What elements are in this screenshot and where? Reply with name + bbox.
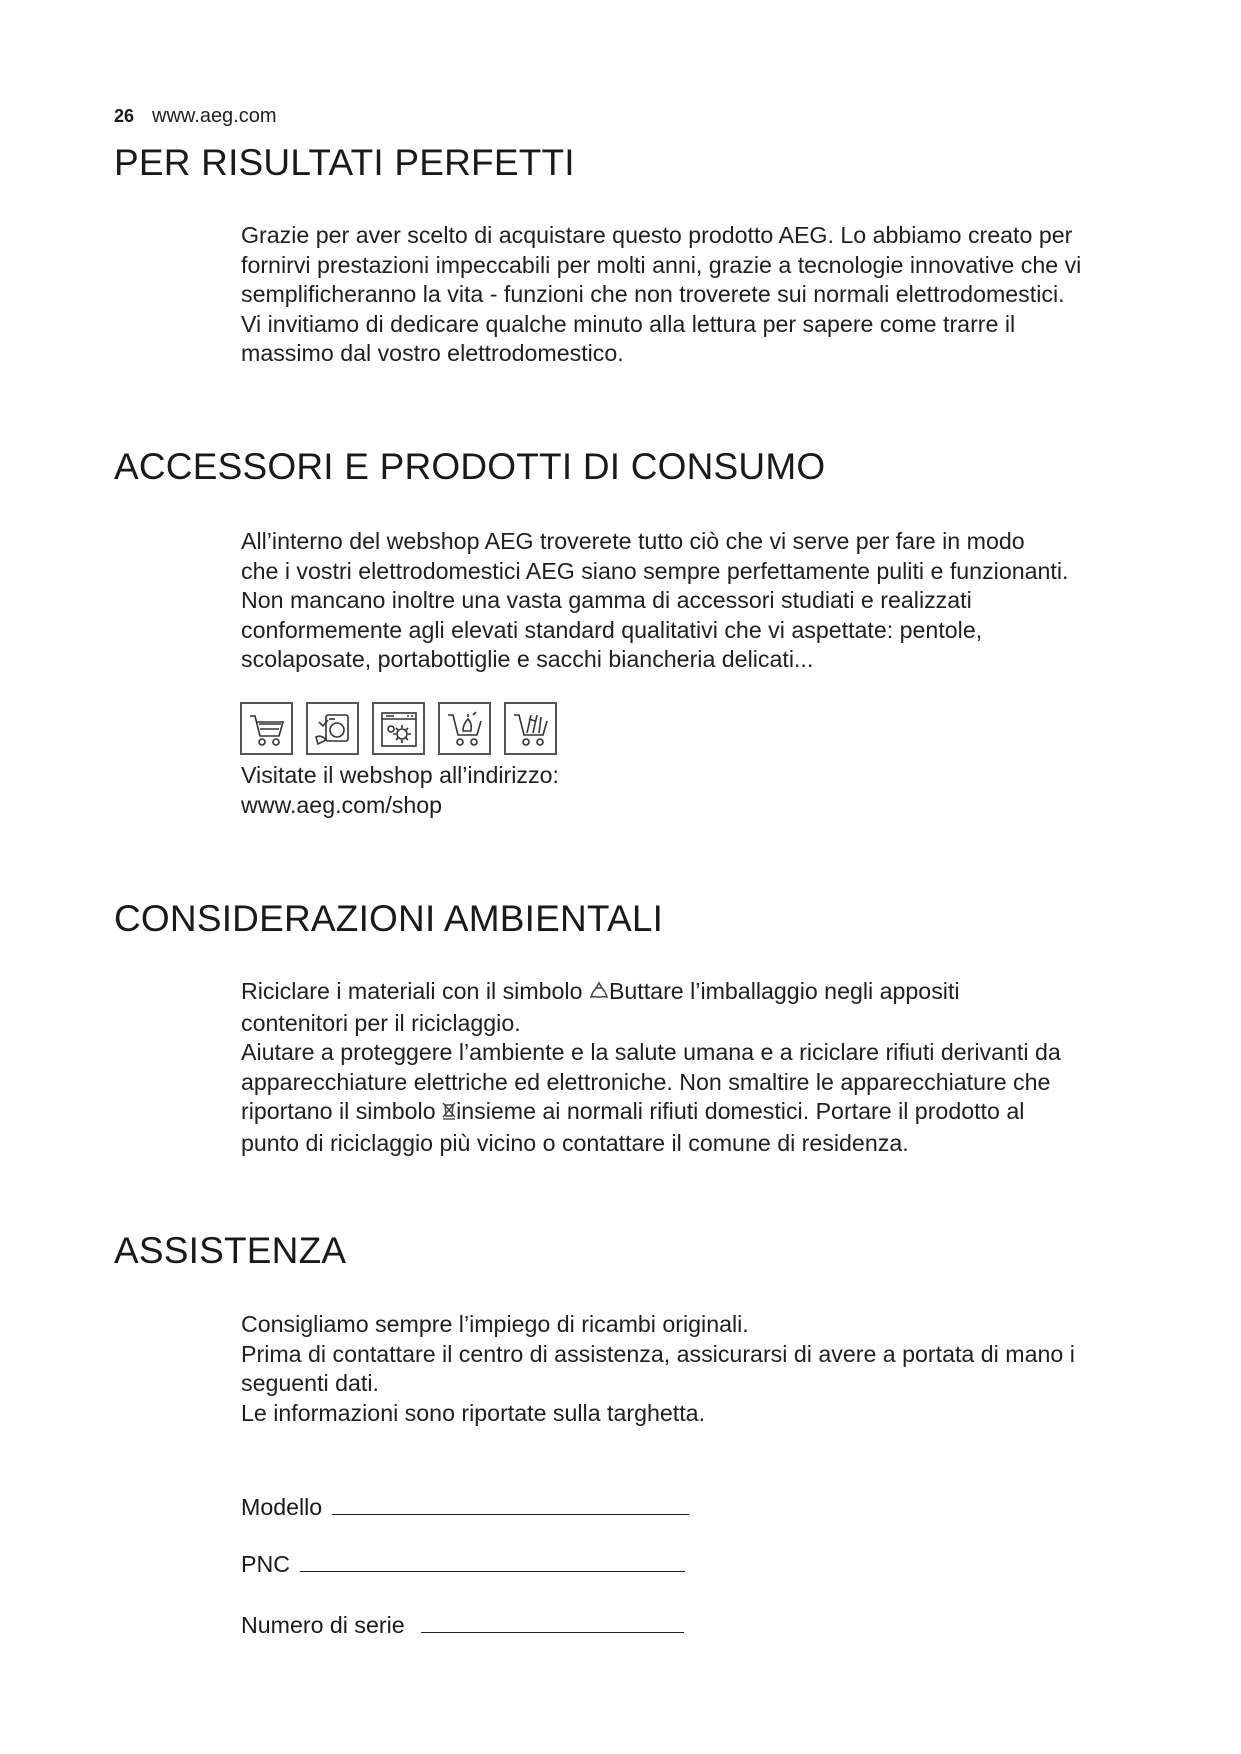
cart-with-tools-icon bbox=[504, 702, 557, 755]
page-header bbox=[114, 105, 277, 128]
visit-label: Visitate il webshop all’indirizzo: bbox=[241, 762, 559, 788]
environment-line bbox=[241, 977, 1166, 1009]
model-field bbox=[241, 1490, 689, 1521]
results-line: Grazie per aver scelto di acquistare questo prodotto AEG. Lo abbiamo creato per bbox=[241, 222, 1073, 248]
environment-line bbox=[241, 1097, 1166, 1129]
environment-line1-text-after: Buttare l’imballaggio negli appositi bbox=[608, 978, 960, 1004]
shopping-cart-icon bbox=[240, 702, 293, 755]
pnc-label: PNC bbox=[241, 1551, 290, 1577]
results-paragraph bbox=[241, 221, 1166, 369]
model-blank-line[interactable] bbox=[332, 1490, 689, 1515]
pnc-field bbox=[241, 1547, 685, 1578]
accessories-line: scolaposate, portabottiglie e sacchi biancheria delicati... bbox=[241, 646, 814, 672]
serial-blank-line[interactable] bbox=[421, 1608, 684, 1633]
serial-field bbox=[241, 1608, 684, 1639]
serial-label: Numero di serie bbox=[241, 1612, 405, 1638]
environment-line5-text: riportano il simbolo bbox=[241, 1098, 436, 1124]
page-number: 26 bbox=[114, 106, 135, 126]
recycle-icon bbox=[589, 979, 609, 1009]
results-line: fornirvi prestazioni impeccabili per molti anni, grazie a tecnologie innovative che vi bbox=[241, 251, 1082, 278]
accessories-paragraph bbox=[241, 527, 1166, 675]
results-line: massimo dal vostro elettrodomestico. bbox=[241, 340, 624, 366]
section-title-accessories: ACCESSORI E PRODOTTI DI CONSUMO bbox=[114, 446, 826, 487]
environment-line: contenitori per il riciclaggio. bbox=[241, 1009, 521, 1036]
cart-with-bottles-icon bbox=[438, 702, 491, 755]
section-title-assistance: ASSISTENZA bbox=[114, 1230, 347, 1271]
accessories-line: conformemente agli elevati standard qualitativi che vi aspettate: pentole, bbox=[241, 616, 983, 643]
gear-appliance-icon bbox=[372, 702, 425, 755]
section-title-environment: CONSIDERAZIONI AMBIENTALI bbox=[114, 898, 664, 939]
results-line: semplificheranno la vita - funzioni che non troverete sui normali elettrodomestici. bbox=[241, 281, 1065, 307]
environment-line5-text-after: insieme ai normali rifiuti domestici. Portare il prodotto al bbox=[456, 1098, 1025, 1124]
accessories-line: All’interno del webshop AEG troverete tutto ciò che vi serve per fare in modo bbox=[241, 528, 1025, 554]
environment-line: Aiutare a proteggere l’ambiente e la salute umana e a riciclare rifiuti derivanti da bbox=[241, 1039, 1061, 1065]
accessories-line: Non mancano inoltre una vasta gamma di accessori studiati e realizzati bbox=[241, 587, 972, 613]
assistance-line: Consigliamo sempre l’impiego di ricambi originali. bbox=[241, 1311, 749, 1337]
accessories-line: che i vostri elettrodomestici AEG siano sempre perfettamente puliti e funzionanti. bbox=[241, 557, 1069, 584]
model-label: Modello bbox=[241, 1494, 323, 1520]
results-line: Vi invitiamo di dedicare qualche minuto alla lettura per sapere come trarre il bbox=[241, 310, 1016, 337]
pnc-blank-line[interactable] bbox=[300, 1547, 685, 1572]
assistance-line: Le informazioni sono riportate sulla targhetta. bbox=[241, 1399, 706, 1426]
washing-machine-cart-icon bbox=[306, 702, 359, 755]
assistance-line: seguenti dati. bbox=[241, 1370, 379, 1396]
section-title-results: PER RISULTATI PERFETTI bbox=[114, 142, 575, 183]
assistance-line: Prima di contattare il centro di assistenza, assicurarsi di avere a portata di mano i bbox=[241, 1340, 1075, 1367]
crossed-bin-icon bbox=[442, 1099, 456, 1129]
environment-line: punto di riciclaggio più vicino o contattare il comune di residenza. bbox=[241, 1129, 909, 1156]
environment-paragraph bbox=[241, 977, 1166, 1158]
webshop-icons bbox=[240, 702, 557, 755]
shop-url-link[interactable]: www.aeg.com/shop bbox=[241, 791, 443, 818]
assistance-paragraph bbox=[241, 1310, 1166, 1428]
header-url: www.aeg.com bbox=[152, 105, 277, 127]
environment-line1-text: Riciclare i materiali con il simbolo bbox=[241, 978, 583, 1004]
environment-line: apparecchiature elettriche ed elettroniche. Non smaltire le apparecchiature che bbox=[241, 1068, 1051, 1095]
webshop-visit bbox=[241, 761, 1166, 820]
